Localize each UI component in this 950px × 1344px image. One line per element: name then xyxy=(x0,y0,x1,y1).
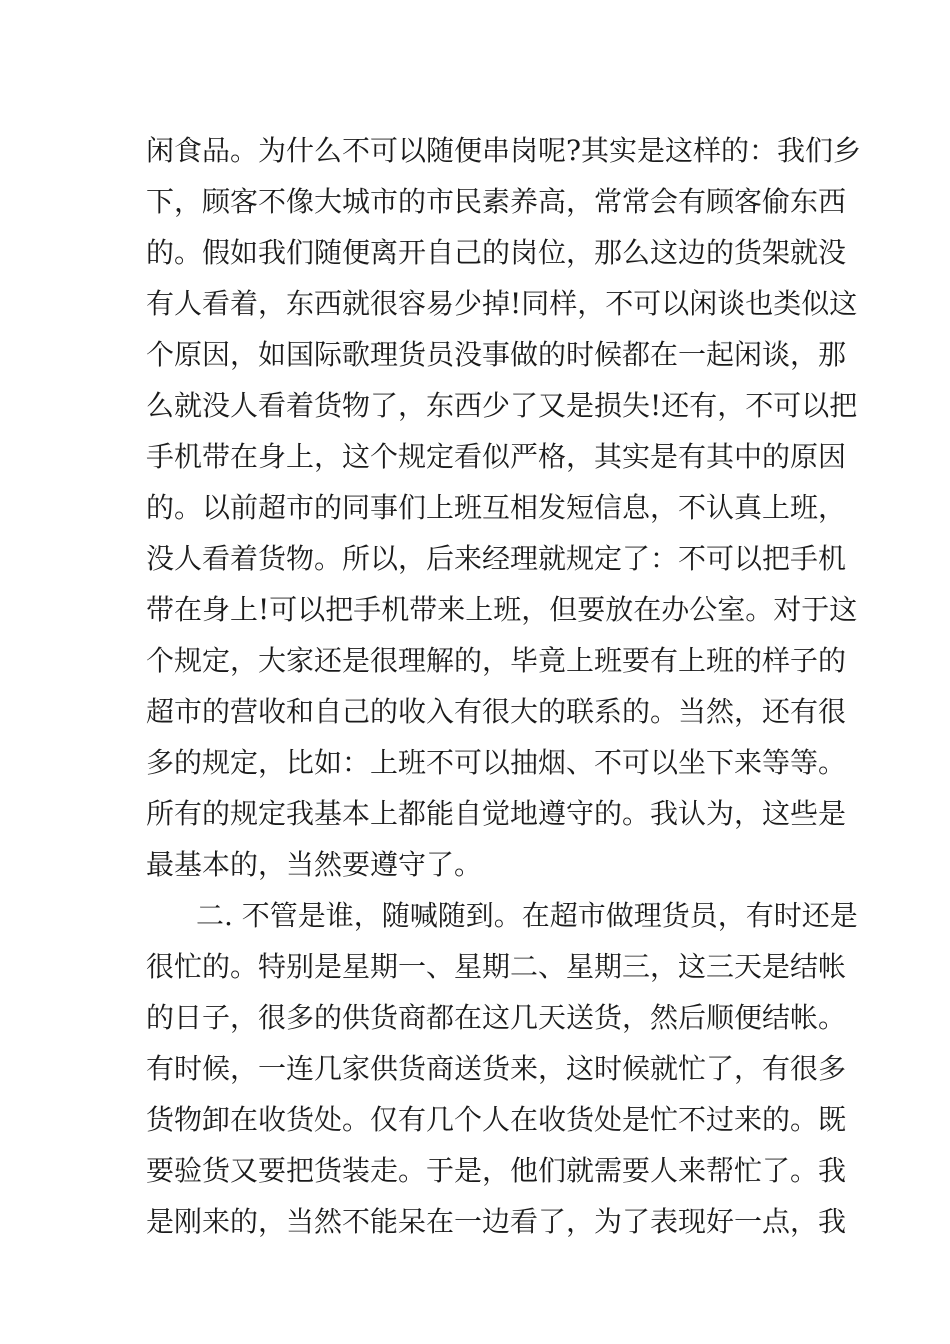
text-line-19: 有时候，一连几家供货商送货来，这时候就忙了，有很多 xyxy=(146,1052,847,1085)
text-line-10: 带在身上!可以把手机带来上班，但要放在办公室。对于这 xyxy=(146,593,858,626)
text-line-14: 所有的规定我基本上都能自觉地遵守的。我认为，这些是 xyxy=(146,797,847,830)
text-line-2: 下，顾客不像大城市的市民素养高，常常会有顾客偷东西 xyxy=(146,185,847,218)
text-line-5: 个原因，如国际歌理货员没事做的时候都在一起闲谈，那 xyxy=(146,338,847,371)
text-line-15: 最基本的，当然要遵守了。 xyxy=(146,848,483,881)
text-line-18: 的日子，很多的供货商都在这几天送货，然后顺便结帐。 xyxy=(146,1001,847,1034)
text-line-6: 么就没人看着货物了，东西少了又是损失!还有，不可以把 xyxy=(146,389,858,422)
text-line-8: 的。以前超市的同事们上班互相发短信息，不认真上班， xyxy=(146,491,847,524)
text-line-1: 闲食品。为什么不可以随便串岗呢?其实是这样的：我们乡 xyxy=(146,134,862,167)
text-line-4: 有人看着，东西就很容易少掉!同样，不可以闲谈也类似这 xyxy=(146,287,858,320)
text-line-11: 个规定，大家还是很理解的，毕竟上班要有上班的样子的 xyxy=(146,644,847,677)
text-line-12: 超市的营收和自己的收入有很大的联系的。当然，还有很 xyxy=(146,695,847,728)
text-line-3: 的。假如我们随便离开自己的岗位，那么这边的货架就没 xyxy=(146,236,847,269)
text-line-22: 是刚来的，当然不能呆在一边看了，为了表现好一点，我 xyxy=(146,1205,847,1238)
text-line-21: 要验货又要把货装走。于是，他们就需要人来帮忙了。我 xyxy=(146,1154,847,1187)
text-line-13: 多的规定，比如：上班不可以抽烟、不可以坐下来等等。 xyxy=(146,746,847,779)
text-line-16: 二. 不管是谁，随喊随到。在超市做理货员，有时还是 xyxy=(196,899,858,932)
text-line-9: 没人看着货物。所以，后来经理就规定了：不可以把手机 xyxy=(146,542,847,575)
text-line-20: 货物卸在收货处。仅有几个人在收货处是忙不过来的。既 xyxy=(146,1103,847,1136)
text-line-7: 手机带在身上，这个规定看似严格，其实是有其中的原因 xyxy=(146,440,847,473)
text-line-17: 很忙的。特别是星期一、星期二、星期三，这三天是结帐 xyxy=(146,950,847,983)
